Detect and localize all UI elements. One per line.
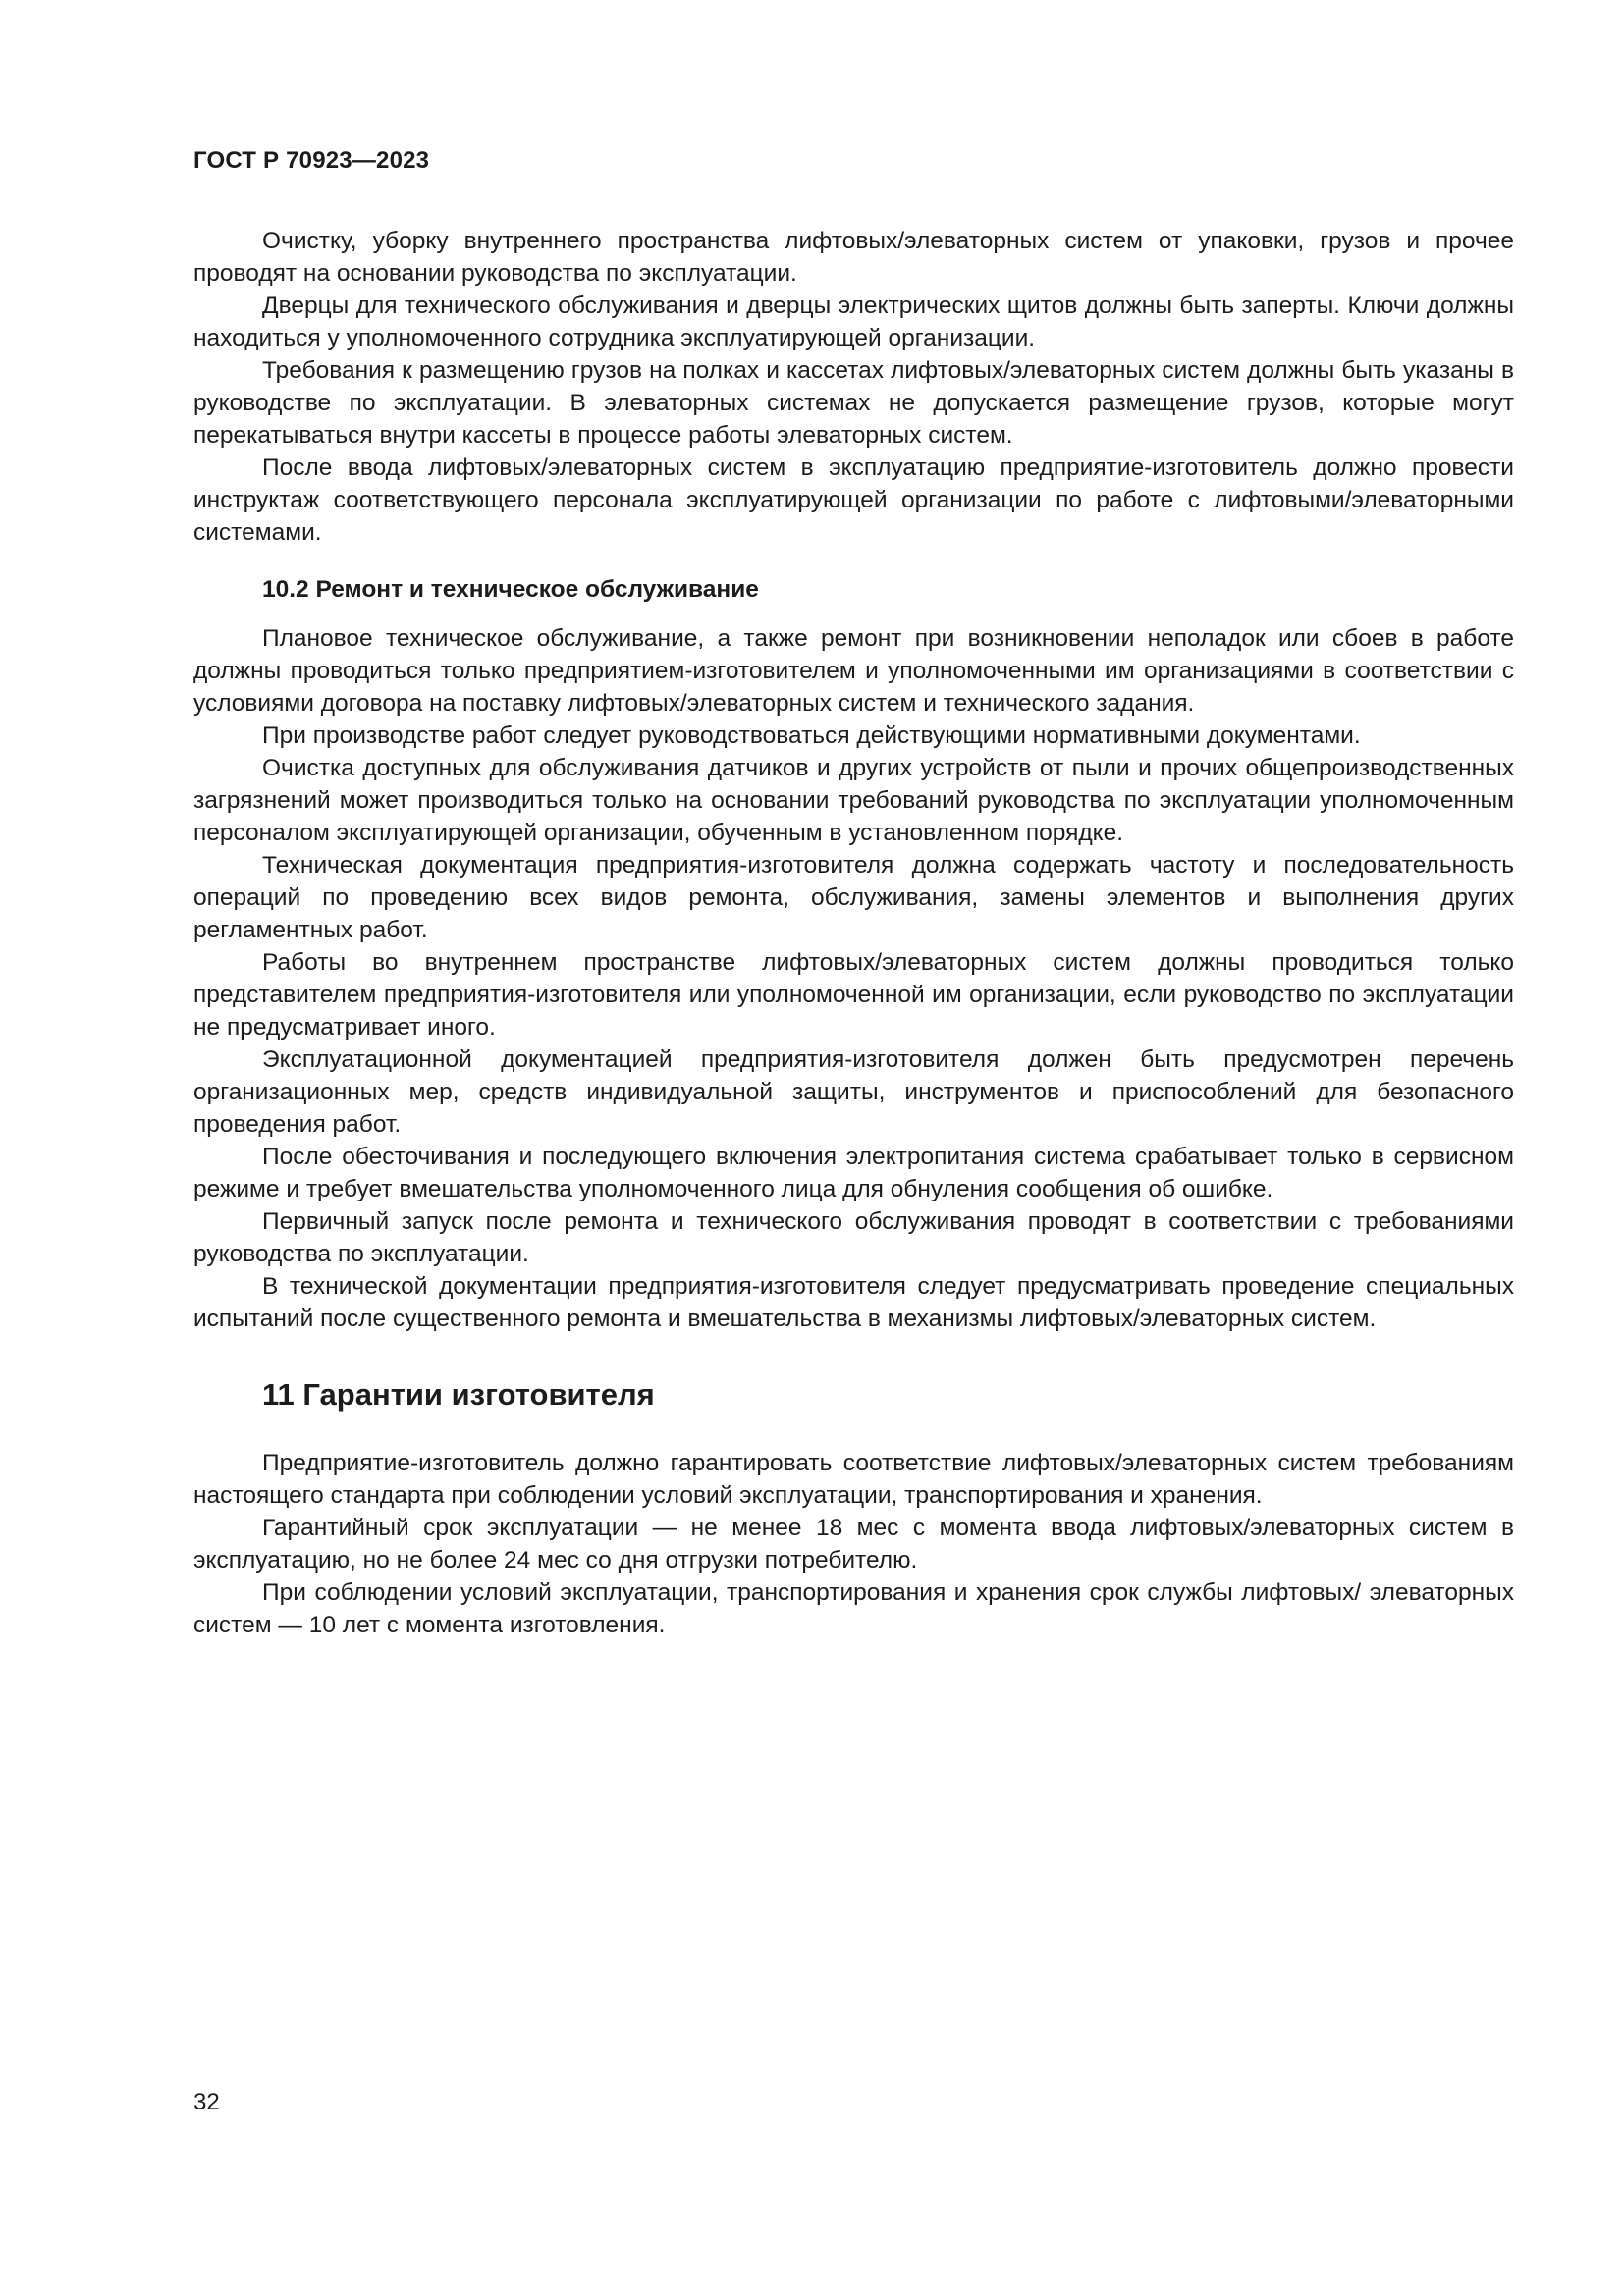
intro-paragraph-2: Дверцы для технического обслуживания и дверцы электрических щитов должны быть заперты. Ключи должны находиться у уполномоченного сотрудника эксплуатирующей организации.: [193, 293, 1514, 351]
section-10-2-paragraph-8: Первичный запуск после ремонта и технического обслуживания проводят в соответствии с требованиями руководства по эксплуатации.: [193, 1208, 1514, 1267]
section-10-2-paragraph-9: В технической документации предприятия-изготовителя следует предусматривать проведение специальных испытаний после существенного ремонта и вмешательства в механизмы лифтовых/элеваторных систем.: [193, 1273, 1514, 1332]
document-body: [193, 225, 1514, 1641]
intro-paragraph-1: Очистку, уборку внутреннего пространства лифтовых/элеваторных систем от упаковки, грузов и прочее проводят на основании руководства по эксплуатации.: [193, 228, 1514, 287]
section-11-heading: 11 Гарантии изготовителя: [262, 1377, 655, 1412]
section-10-2-paragraph-6: Эксплуатационной документацией предприятия-изготовителя должен быть предусмотрен перечень организационных мер, средств индивидуальной защиты, инструментов и приспособлений для безопасного проведения работ.: [193, 1046, 1514, 1138]
section-10-2-paragraph-5: Работы во внутреннем пространстве лифтовых/элеваторных систем должны проводиться только представителем предприятия-изготовителя или уполномоченной им организации, если руководство по эксплуатации не предусматривает иного.: [193, 949, 1514, 1041]
section-10-2-paragraph-1: Плановое техническое обслуживание, а также ремонт при возникновении неполадок или сбоев в работе должны проводиться только предприятием-изготовителем и уполномоченными им организациями в соответствии с условиями договора на поставку лифтовых/элеваторных систем и технического задания.: [193, 625, 1514, 717]
intro-paragraph-4: После ввода лифтовых/элеваторных систем в эксплуатацию предприятие-изготовитель должно провести инструктаж соответствующего персонала эксплуатирующей организации по работе с лифтовыми/элеваторными системами.: [193, 454, 1514, 546]
document-header: ГОСТ Р 70923—2023: [193, 147, 430, 174]
section-10-2-paragraph-4: Техническая документация предприятия-изготовителя должна содержать частоту и последовательность операций по проведению всех видов ремонта, обслуживания, замены элементов и выполнения других регламентных работ.: [193, 852, 1514, 943]
intro-paragraph-3: Требования к размещению грузов на полках и кассетах лифтовых/элеваторных систем должны быть указаны в руководстве по эксплуатации. В элеваторных системах не допускается размещение грузов, которые могут перекатываться внутри кассеты в процессе работы элеваторных систем.: [193, 357, 1514, 449]
section-11-paragraph-1: Предприятие-изготовитель должно гарантировать соответствие лифтовых/элеваторных систем требованиям настоящего стандарта при соблюдении условий эксплуатации, транспортирования и хранения.: [193, 1450, 1514, 1509]
section-10-2-paragraph-3: Очистка доступных для обслуживания датчиков и других устройств от пыли и прочих общепроизводственных загрязнений может производиться только на основании требований руководства по эксплуатации уполномоченным персоналом эксплуатирующей организации, обученным в установленном порядке.: [193, 755, 1514, 846]
section-10-2-paragraph-7: После обесточивания и последующего включения электропитания система срабатывает только в сервисном режиме и требует вмешательства уполномоченного лица для обнуления сообщения об ошибке.: [193, 1144, 1514, 1202]
section-10-2-heading: 10.2 Ремонт и техническое обслуживание: [262, 576, 759, 603]
section-11-paragraph-3: При соблюдении условий эксплуатации, транспортирования и хранения срок службы лифтовых/ элеваторных систем — 10 лет с момента изготовления.: [193, 1579, 1514, 1638]
section-11-paragraph-2: Гарантийный срок эксплуатации — не менее 18 мес с момента ввода лифтовых/элеваторных систем в эксплуатацию, но не более 24 мес со дня отгрузки потребителю.: [193, 1515, 1514, 1574]
section-10-2-paragraph-2: При производстве работ следует руководствоваться действующими нормативными документами.: [262, 722, 1361, 749]
page-number: 32: [193, 2089, 220, 2115]
